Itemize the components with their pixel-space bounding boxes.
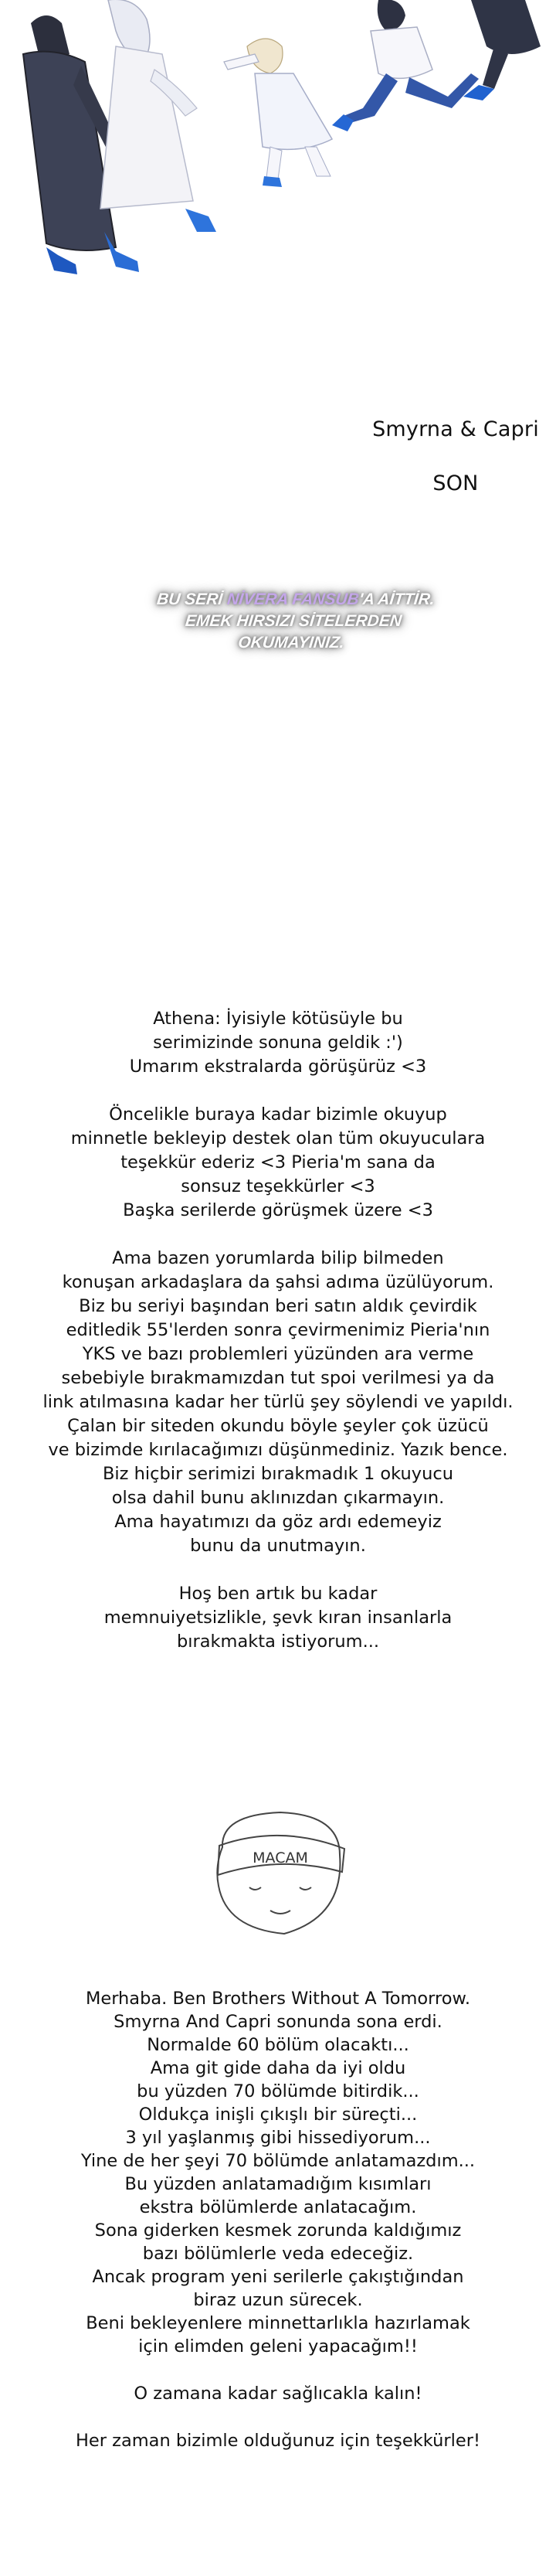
note-line: Merhaba. Ben Brothers Without A Tomorrow. xyxy=(85,1989,471,2009)
note-line: Ama hayatımızı da göz ardı edemeyiz xyxy=(114,1512,442,1532)
note-line: Her zaman bizimle olduğunuz için teşekkürler! xyxy=(76,2431,480,2451)
note-line: editledik 55'lerden sonra çevirmenimiz Pieria'nın xyxy=(66,1320,490,1340)
note-line: Ama bazen yorumlarda bilip bilmeden xyxy=(112,1248,444,1268)
note-gap xyxy=(31,2405,525,2429)
note-line: için elimden geleni yapacağım!! xyxy=(138,2336,418,2357)
note-line: Athena: İyisiyle kötüsüyle bu xyxy=(153,1009,403,1029)
note-line: biraz uzun sürecek. xyxy=(193,2290,363,2310)
note-line: 3 yıl yaşlanmış gibi hissediyorum... xyxy=(125,2128,431,2148)
note-line: ekstra bölümlerde anlatacağım. xyxy=(139,2197,417,2217)
translator-note xyxy=(31,1987,525,2452)
note-line: olsa dahil bunu aklınızdan çıkarmayın. xyxy=(111,1488,445,1508)
note-line: Sona giderken kesmek zorunda kaldığımız xyxy=(94,2220,462,2241)
note-line: Ancak program yeni serilerle çakıştığından xyxy=(92,2267,464,2287)
white-haired-woman-figure xyxy=(100,0,216,232)
note-line: ve bizimde kırılacağımızı düşünmediniz. Yazık bence. xyxy=(48,1440,508,1460)
note-line: bazı bölümlerle veda edeceğiz. xyxy=(142,2244,414,2264)
note-line: minnetle bekleyip destek olan tüm okuyuculara xyxy=(70,1128,486,1148)
watermark-line-2: EMEK HIRSIZI SİTELERDEN OKUMAYINIZ. xyxy=(184,612,403,652)
note-line: sonsuz teşekkürler <3 xyxy=(181,1176,375,1196)
note-line: memnuiyetsizlikle, şevk kıran insanlarla xyxy=(103,1608,453,1628)
note-gap xyxy=(31,1558,525,1582)
note-line: Oldukça inişli çıkışlı bir süreçti... xyxy=(138,2105,418,2125)
note-line: teşekkür ederiz <3 Pieria'm sana da xyxy=(120,1152,436,1172)
note-line: Normalde 60 bölüm olacaktı... xyxy=(147,2035,409,2055)
note-line: Hoş ben artık bu kadar xyxy=(178,1584,378,1604)
note-line: bırakmakta istiyorum... xyxy=(176,1632,380,1652)
note-line: Biz bu seriyi başından beri satın aldık çevirdik xyxy=(79,1296,477,1316)
note-line: konuşan arkadaşlara da şahsi adıma üzülüyorum. xyxy=(62,1272,494,1292)
note-line: Smyrna And Capri sonunda sona erdi. xyxy=(114,2012,442,2032)
note-line: link atılmasına kadar her türlü şey söylendi ve yapıldı. xyxy=(42,1392,514,1412)
note-line: Yine de her şeyi 70 bölümde anlatamazdım... xyxy=(80,2151,476,2171)
note-gap xyxy=(31,2358,525,2382)
note-gap xyxy=(31,1223,525,1247)
note-line: YKS ve bazı problemleri yüzünden ara verme xyxy=(82,1344,474,1364)
note-line: Beni bekleyenlere minnettarlıkla hazırlamak xyxy=(86,2313,470,2333)
little-girl-figure xyxy=(224,39,332,187)
note-gap xyxy=(31,1079,525,1103)
note-line: Öncelikle buraya kadar bizimle okuyup xyxy=(109,1104,447,1125)
note-line: Biz hiçbir serimizi bırakmadık 1 okuyucu xyxy=(103,1464,453,1484)
macam-doodle-face xyxy=(199,1801,361,1948)
note-line: Ama git gide daha da iyi oldu xyxy=(150,2058,406,2078)
note-line: bu yüzden 70 bölümde bitirdik... xyxy=(137,2081,419,2101)
note-line: sebebiyle bırakmamızdan tut spoi verilmesi ya da xyxy=(61,1368,495,1388)
note-line: serimizinde sonuna geldik :') xyxy=(153,1033,403,1053)
fansub-watermark xyxy=(136,589,452,654)
running-characters-illustration xyxy=(0,0,556,278)
macam-label: MACAM xyxy=(253,1849,308,1866)
fansub-name: NİVERA FANSUB xyxy=(225,590,361,608)
watermark-line-1: BU SERİ NİVERA FANSUB'A AİTTİR. xyxy=(155,590,436,608)
note-line: Bu yüzden anlatamadığım kısımları xyxy=(124,2174,432,2194)
series-title: Smyrna & Capri xyxy=(372,417,539,441)
note-line: bunu da unutmayın. xyxy=(190,1536,366,1556)
note-line: Çalan bir siteden okundu böyle şeyler çok üzücü xyxy=(67,1416,489,1436)
note-line: Umarım ekstralarda görüşürüz <3 xyxy=(129,1057,427,1077)
note-line: Başka serilerde görüşmek üzere <3 xyxy=(123,1200,433,1220)
note-line: O zamana kadar sağlıcakla kalın! xyxy=(134,2384,422,2404)
running-young-man-figure xyxy=(332,0,479,131)
athena-note xyxy=(31,1007,525,1654)
the-end-label: SON xyxy=(432,471,479,495)
dark-coat-man-right-figure xyxy=(463,0,541,100)
